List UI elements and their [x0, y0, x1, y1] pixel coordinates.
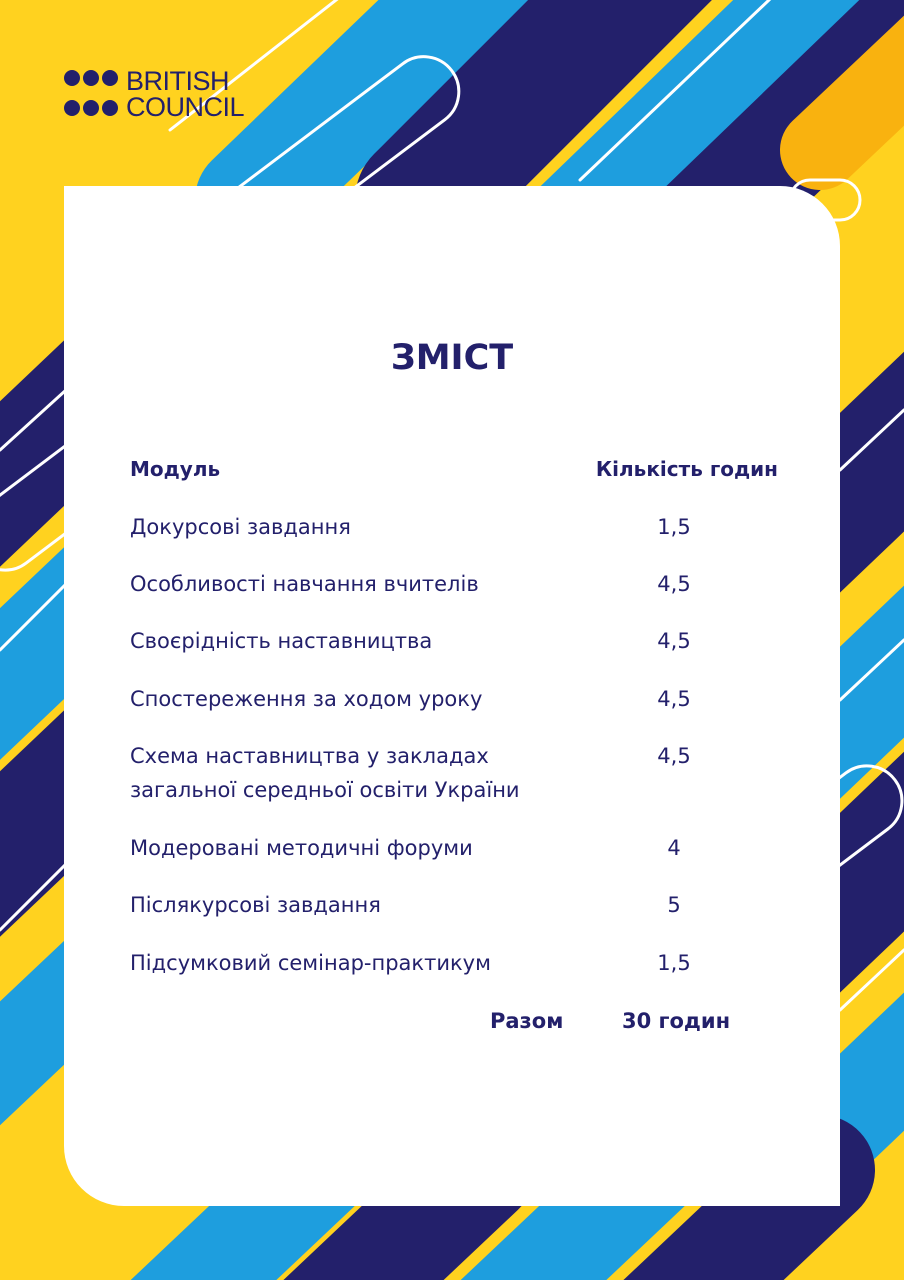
- module-name: Своєрідність наставництва: [130, 629, 433, 653]
- total-value: 30 годин: [622, 1009, 731, 1033]
- logo-line-1: BRITISH: [126, 66, 230, 96]
- module-hours: 4,5: [657, 629, 691, 653]
- column-header-module: Модуль: [130, 457, 221, 481]
- module-hours: 4,5: [657, 687, 691, 711]
- module-name: Схема наставництва у закладах: [130, 744, 489, 768]
- module-hours: 4: [667, 836, 681, 860]
- column-header-hours: Кількість годин: [595, 457, 778, 481]
- module-hours: 4,5: [657, 744, 691, 768]
- module-name: Докурсові завдання: [130, 515, 351, 539]
- logo-line-2: COUNCIL: [126, 92, 245, 122]
- module-hours: 1,5: [657, 515, 691, 539]
- module-name: Особливості навчання вчителів: [130, 572, 479, 596]
- total-label: Разом: [490, 1009, 564, 1033]
- module-hours: 4,5: [657, 572, 691, 596]
- page-title: ЗМІСТ: [390, 338, 514, 378]
- module-name: Підсумковий семінар-практикум: [130, 951, 491, 975]
- module-name: Модеровані методичні форуми: [130, 836, 473, 860]
- module-hours: 1,5: [657, 951, 691, 975]
- logo-dots-icon: [64, 66, 120, 122]
- module-hours: 5: [667, 893, 681, 917]
- module-name: Спостереження за ходом уроку: [130, 687, 483, 711]
- module-name-line-2: загальної середньої освіти України: [130, 778, 520, 802]
- module-name: Післякурсові завдання: [130, 893, 381, 917]
- logo-text: [126, 68, 244, 120]
- british-council-logo: [64, 66, 244, 122]
